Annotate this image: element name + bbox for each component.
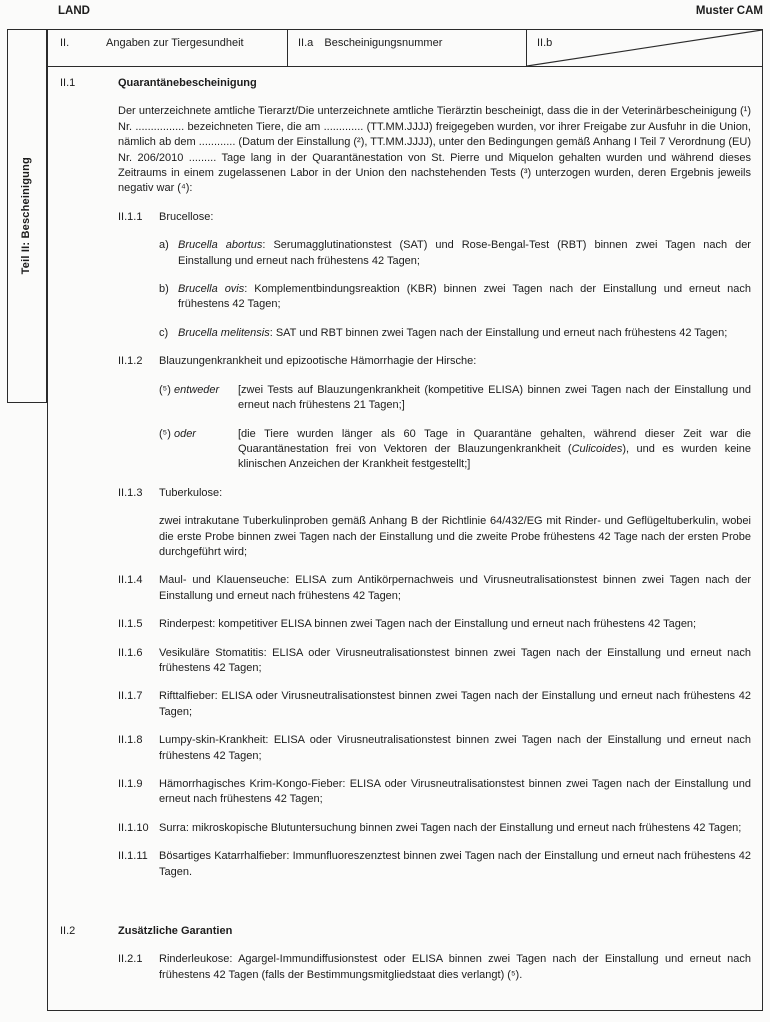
item-number: II.1.2 (118, 355, 143, 368)
diagonal-strike-line (527, 30, 762, 66)
option-keyword: (⁵) oder (159, 427, 196, 440)
item-number: II.1.8 (118, 734, 143, 747)
item-number: II.2.1 (118, 953, 143, 966)
item-label: Tuberkulose: (159, 486, 223, 499)
item-number: II.1.3 (118, 486, 143, 499)
item-ii-1-2-heading (118, 354, 751, 369)
item-number: II.1.7 (118, 690, 143, 703)
iib-code: II.b (537, 37, 553, 49)
brucellose-item-c (159, 326, 751, 341)
species-name: Culicoides (571, 442, 623, 455)
section-ii-number: II. (60, 37, 70, 49)
option-text: [zwei Tests auf Blauzungenkrankheit (kompetitive ELISA) binnen zwei Tagen nach der Einstallung und erneut nach frühestens 21 Tagen;] (238, 383, 751, 412)
item-text: Brucella melitensis: SAT und RBT binnen zwei Tagen nach der Einstallung und erneut nach frühestens 42 Tagen; (178, 326, 728, 339)
certificate-content (48, 67, 762, 983)
item-ii-1-8 (118, 733, 751, 764)
item-text: Bösartiges Katarrhalfieber: Immunfluoreszenztest binnen zwei Tagen nach der Einstallung und erneut nach frühestens 42 Tagen. (159, 850, 751, 878)
section-ii-2-heading (60, 924, 751, 939)
item-text: Brucella abortus: Serumagglutinationstest (SAT) und Rose-Bengal-Test (RBT) binnen zwei Tagen nach der Einstallung und erneut nach frühestens 42 Tagen; (178, 239, 751, 267)
item-number: II.1.5 (118, 618, 143, 631)
letter-marker: c) (159, 326, 169, 339)
item-number: II.1.10 (118, 821, 149, 834)
page-header (58, 4, 763, 19)
iib-cell (527, 30, 762, 66)
health-info-header-row (48, 30, 762, 67)
item-ii-1-10 (118, 821, 751, 836)
tuberkulose-paragraph: zwei intrakutane Tuberkulinproben gemäß Anhang B der Richtlinie 64/432/EG mit Rinder- und Geflügeltuberkulin, wobei die erste Probe binnen zwei Tagen nach der Einstallung und die zweite Probe frühestens 42 Tage nach der ersten Probe durchgeführt wird; (159, 515, 751, 558)
part-ii-sidebar (7, 29, 47, 403)
item-text: Rinderleukose: Agargel-Immundiffusionstest oder ELISA binnen zwei Tagen nach der Einstallung und erneut nach frühestens 42 Tagen (falls der Bestimmungsmitgliedstaat dies verlangt) (⁵). (159, 953, 751, 981)
model-heading: Muster CAM (695, 5, 763, 17)
species-name: Brucella abortus (178, 239, 263, 252)
item-number: II.1.9 (118, 778, 143, 790)
certificate-body (47, 29, 763, 1011)
section-ii-title: Angaben zur Tiergesundheit (106, 37, 244, 49)
species-name: Brucella ovis (178, 283, 245, 296)
section-number: II.2 (60, 925, 76, 938)
option-text: [die Tiere wurden länger als 60 Tage in Quarantäne gehalten, während dieser Zeit war die Quarantänestation frei von Vektoren der Blauzungenkrankheit (Culicoides), und es wurden keine klinischen Anzeichen der Krankheit festgestellt;] (238, 427, 751, 471)
brucellose-item-a (159, 238, 751, 269)
item-ii-1-6 (118, 646, 751, 677)
footnote-ref: (⁵) (159, 427, 171, 440)
section-ii-1-heading (60, 76, 751, 91)
item-text: Surra: mikroskopische Blutuntersuchung binnen zwei Tagen nach der Einstallung und erneut nach frühestens 42 Tagen; (159, 821, 742, 834)
bluetongue-option-oder (159, 427, 751, 473)
item-ii-1-9 (118, 777, 751, 808)
item-text: Hämorrhagisches Krim-Kongo-Fieber: ELISA oder Virusneutralisationstest binnen zwei Tagen nach der Einstallung und erneut nach frühestens 42 Tagen; (159, 778, 751, 806)
item-ii-1-11 (118, 849, 751, 880)
section-number: II.1 (60, 77, 76, 89)
part-ii-label: Teil II: Bescheinigung (20, 157, 33, 275)
bluetongue-option-entweder (159, 383, 751, 414)
item-text: Vesikuläre Stomatitis: ELISA oder Virusneutralisationstest binnen zwei Tagen nach der Einstallung und erneut nach frühestens 42 Tagen; (159, 646, 751, 674)
item-text: Lumpy-skin-Krankheit: ELISA oder Virusneutralisationstest binnen zwei Tagen nach der Einstallung und erneut nach frühestens 42 Tagen; (159, 734, 751, 762)
section-title: Zusätzliche Garantien (118, 925, 233, 938)
item-ii-2-1 (118, 952, 751, 983)
item-ii-1-3-heading (118, 486, 751, 501)
item-text: Maul- und Klauenseuche: ELISA zum Antikörpernachweis und Virusneutralisationstest binnen zwei Tagen nach der Einstallung und erneut nach frühestens 42 Tagen; (159, 574, 751, 602)
country-heading: LAND (58, 5, 90, 17)
item-number: II.1.4 (118, 574, 143, 587)
option-keyword: (⁵) entweder (159, 383, 220, 396)
section-ii-cell (48, 30, 288, 66)
letter-marker: a) (159, 239, 169, 252)
item-text: Rinderpest: kompetitiver ELISA binnen zwei Tagen nach der Einstallung und erneut nach frühestens 42 Tagen; (159, 618, 697, 631)
brucellose-item-b (159, 282, 751, 313)
item-ii-1-7 (118, 689, 751, 720)
item-ii-1-1-heading (118, 210, 751, 225)
item-label: Brucellose: (159, 210, 214, 223)
species-name: Brucella melitensis (178, 326, 270, 339)
item-text: Rifttalfieber: ELISA oder Virusneutralisationstest binnen zwei Tagen nach der Einstallung und erneut nach frühestens 42 Tagen; (159, 690, 751, 718)
certificate-number-code: II.a (298, 37, 314, 49)
section-title: Quarantänebescheinigung (118, 77, 257, 89)
certificate-number-label: Bescheinigungsnummer (324, 37, 443, 49)
item-number: II.1.6 (118, 646, 143, 659)
item-number: II.1.1 (118, 210, 143, 223)
item-text: Brucella ovis: Komplementbindungsreaktion (KBR) binnen zwei Tagen nach der Einstallung und erneut nach frühestens 42 Tagen; (178, 283, 751, 311)
item-ii-1-5 (118, 617, 751, 632)
letter-marker: b) (159, 283, 169, 296)
item-ii-1-4 (118, 573, 751, 604)
item-number: II.1.11 (118, 850, 148, 863)
certificate-number-cell (288, 30, 527, 66)
footnote-ref: (⁵) (159, 383, 171, 396)
intro-paragraph: Der unterzeichnete amtliche Tierarzt/Die unterzeichnete amtliche Tierärztin bescheinigt, dass die in der Veterinärbescheinigung (¹) Nr. ................ bezeichneten Tiere, die am ............. (TT.MM.JJJJ) freigegeben wurden, vor ihrer Freigabe zur Ausfuhr in die Union, nämlich ab dem ............ (Datum der Einstallung (²), TT.MM.JJJJ), unter den Bedingungen gemäß Anhang I Teil 7 Verordnung (EU) Nr. 206/2010 ......... Tage lang in der Quarantänestation von St. Pierre und Miquelon gehalten wurden und während dieses Zeitraums in einem zugelassenen Labor in der Union den nachstehenden Tests (³) unterzogen wurden, deren Ergebnis jeweils negativ war (⁴): (118, 105, 752, 195)
item-label: Blauzungenkrankheit und epizootische Hämorrhagie der Hirsche: (159, 355, 477, 368)
